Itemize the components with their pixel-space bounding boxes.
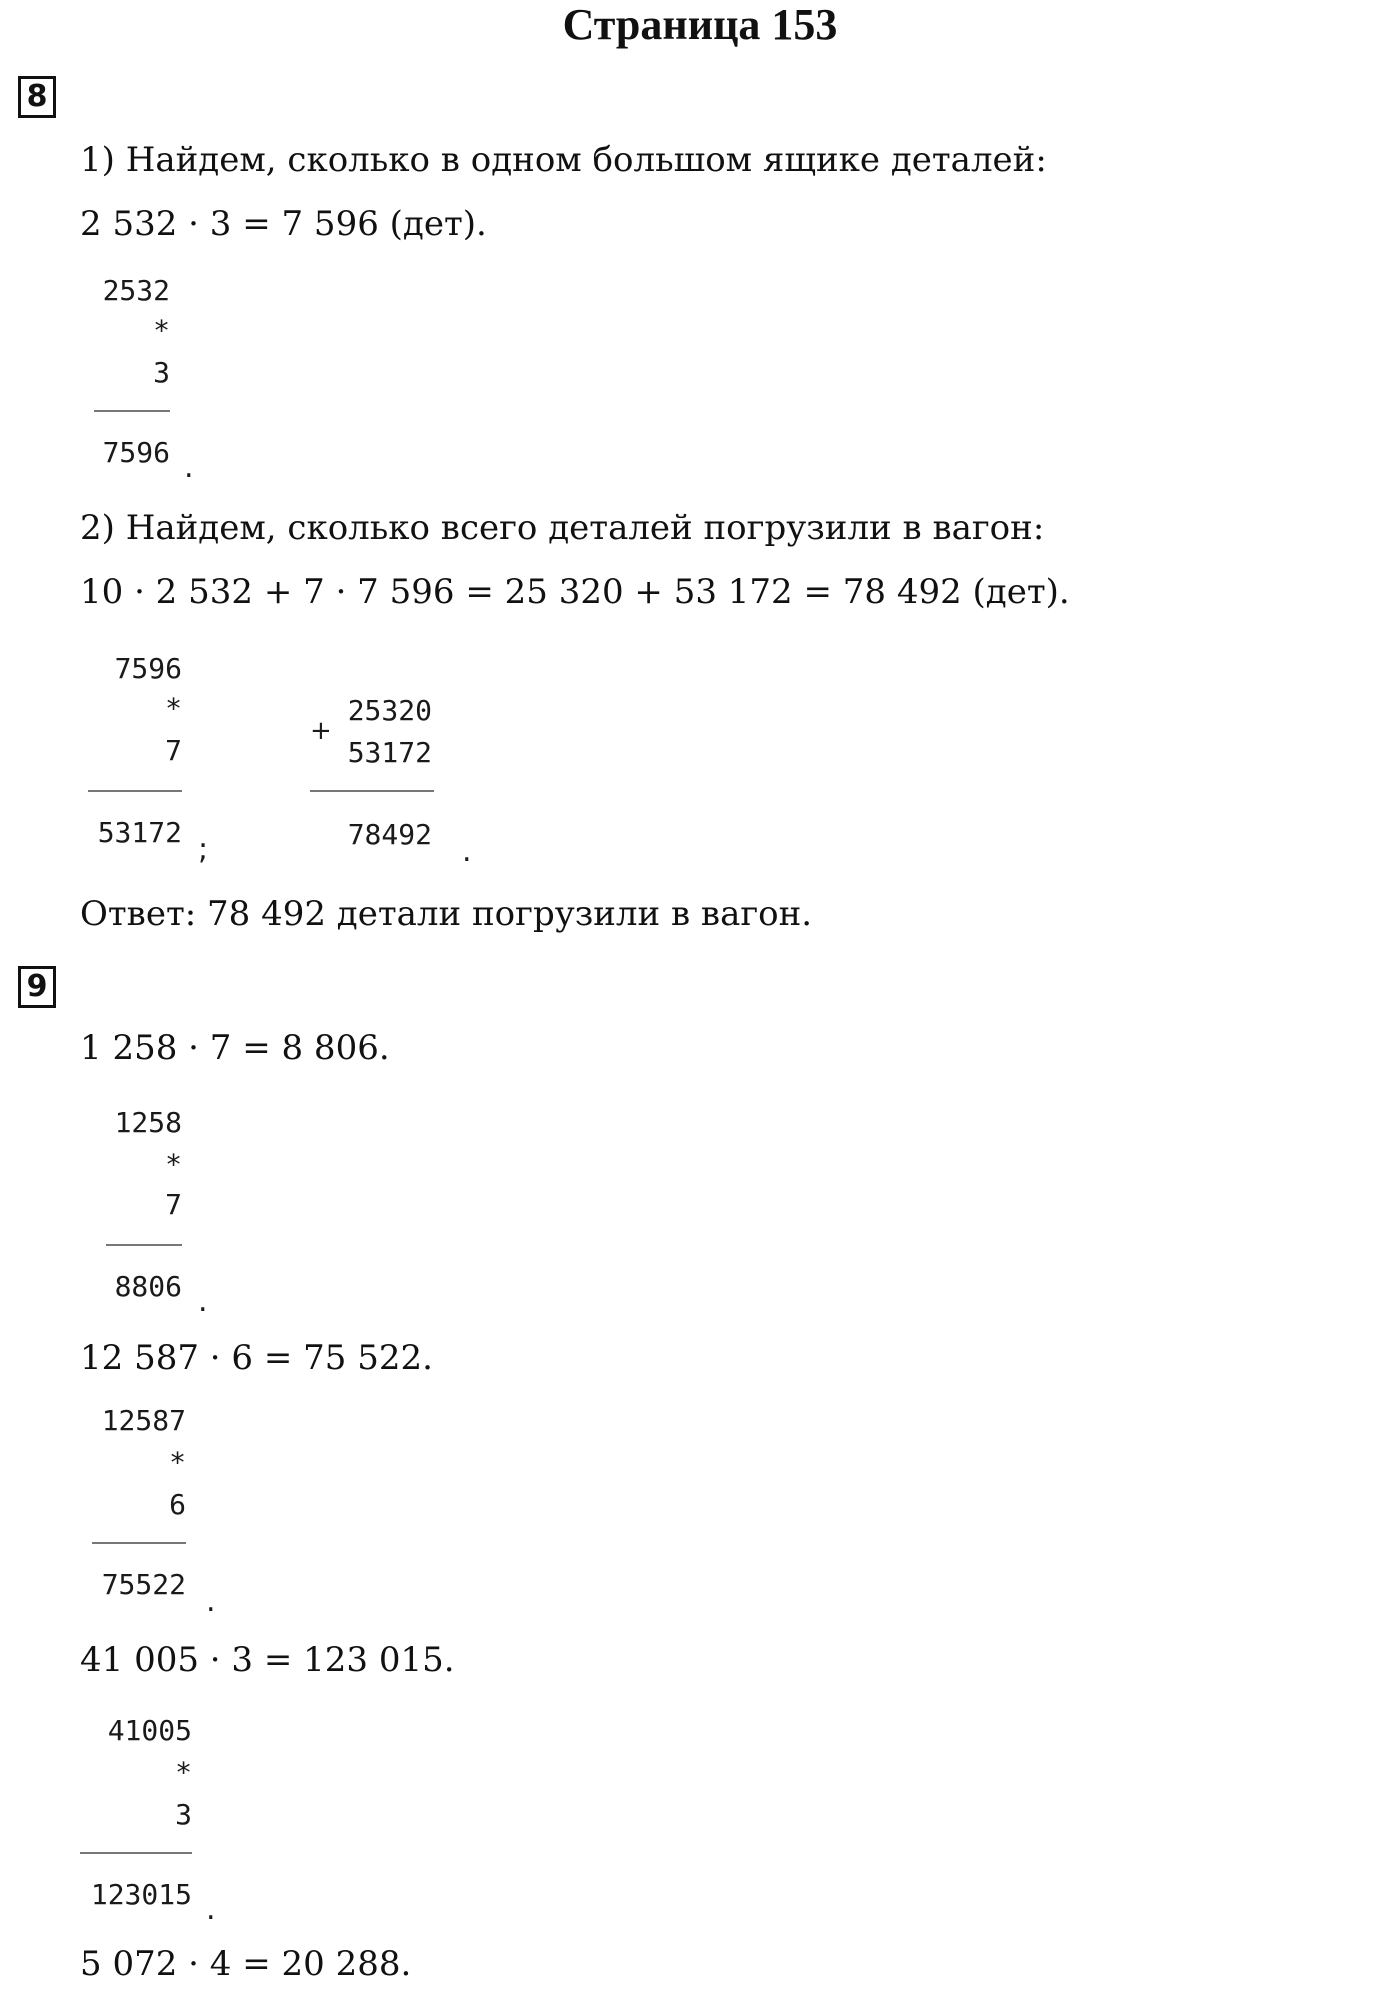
operand-b: 3 — [175, 1798, 192, 1831]
result: 53172 — [97, 816, 182, 849]
task-9-equation-1: 1 258 · 7 = 8 806. — [80, 1028, 390, 1068]
result: 123015 — [90, 1878, 192, 1911]
punctuation: . — [206, 1892, 216, 1927]
result-line — [310, 790, 434, 792]
operand-b: 53172 — [347, 736, 432, 769]
result-line — [106, 1244, 182, 1246]
task-8-step-1: 1) Найдем, сколько в одном большом ящике деталей: — [80, 140, 1047, 180]
task-8-answer: Ответ: 78 492 детали погрузили в вагон. — [80, 894, 813, 934]
result: 7596 — [102, 436, 170, 469]
punctuation: ; — [198, 832, 209, 867]
task-9-equation-2: 12 587 · 6 = 75 522. — [80, 1338, 433, 1378]
result: 78492 — [347, 818, 432, 851]
operator: * — [165, 1148, 182, 1181]
operand-b: 7 — [165, 734, 182, 767]
result: 8806 — [114, 1270, 182, 1303]
punctuation: . — [184, 450, 194, 485]
task-8-equation-2: 10 · 2 532 + 7 · 7 596 = 25 320 + 53 172 = 78 492 (дет). — [80, 572, 1070, 612]
operator: * — [175, 1756, 192, 1789]
operand-b: 7 — [165, 1188, 182, 1221]
operand-b: 3 — [153, 356, 170, 389]
punctuation: . — [462, 834, 472, 869]
operand-a: 2532 — [102, 274, 170, 307]
operator: * — [153, 314, 170, 347]
result-line — [94, 410, 170, 412]
punctuation: . — [198, 1284, 208, 1319]
task-9-number: 9 — [18, 966, 56, 1008]
page-title: Страница 153 — [562, 0, 838, 49]
operand-b: 6 — [169, 1488, 186, 1521]
operand-a: 12587 — [101, 1404, 186, 1437]
operator: + — [310, 716, 332, 746]
task-8-equation-1: 2 532 · 3 = 7 596 (дет). — [80, 204, 487, 244]
task-8-number: 8 — [18, 76, 56, 118]
result-line — [92, 1542, 186, 1544]
operator: * — [169, 1446, 186, 1479]
operand-a: 25320 — [347, 694, 432, 727]
operand-a: 7596 — [114, 652, 182, 685]
operand-a: 1258 — [114, 1106, 182, 1139]
task-8-step-2: 2) Найдем, сколько всего деталей погрузили в вагон: — [80, 508, 1045, 548]
result-line — [88, 790, 182, 792]
result-line — [80, 1852, 192, 1854]
task-9-equation-3: 41 005 · 3 = 123 015. — [80, 1640, 455, 1680]
task-9-equation-4: 5 072 · 4 = 20 288. — [80, 1944, 412, 1984]
operand-a: 41005 — [107, 1714, 192, 1747]
result: 75522 — [101, 1568, 186, 1601]
operator: * — [165, 692, 182, 725]
punctuation: . — [206, 1584, 216, 1619]
